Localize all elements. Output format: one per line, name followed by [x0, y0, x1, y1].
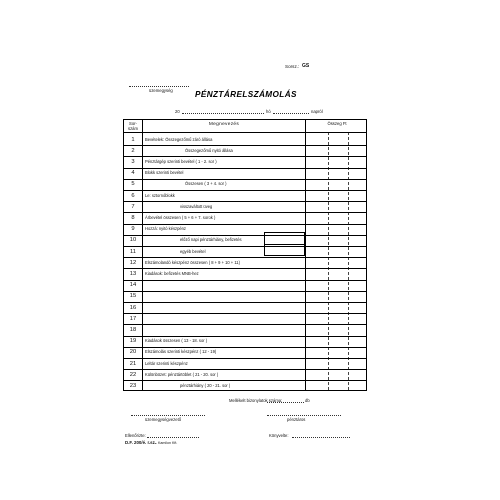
- date-year-label: 20: [175, 109, 180, 114]
- row-number: 23: [129, 382, 137, 389]
- date-year-field[interactable]: [182, 113, 264, 114]
- row-description: Elszámolás szerinti készpénz ( 12 - 19): [145, 349, 217, 355]
- attachments-field[interactable]: [267, 402, 304, 403]
- col-divider-sor: [142, 120, 143, 390]
- row-amount-cell[interactable]: [306, 257, 368, 268]
- row-description: előző napi pénztárhiány, befizetés: [180, 237, 242, 243]
- serial-label: Sorsz.:: [285, 64, 300, 69]
- row-amount-cell[interactable]: [306, 380, 368, 391]
- header-sor: Sor- szám: [127, 121, 138, 131]
- row-description: Hozzá: nyitó készpénz: [145, 226, 186, 232]
- row-number: 10: [129, 237, 137, 244]
- row-description: Összegezőmű nyitó állása: [185, 147, 233, 153]
- row-amount-cell[interactable]: [306, 179, 368, 190]
- row-number: 9: [131, 226, 135, 233]
- row-description: Kiadások összesen ( 13 - 18. sor ): [145, 338, 208, 344]
- row-amount-cell[interactable]: [306, 347, 368, 358]
- row-description: Bevételek: Összegezőmű záró állása: [145, 136, 213, 142]
- row-description: Összesen ( 3 + 4. sor ): [185, 181, 227, 187]
- row-description: Elszámolandó készpénz összesen ( 8 + 9 + 10 + 11): [145, 259, 240, 265]
- form-title: PÉNZTÁRELSZÁMOLÁS: [195, 90, 297, 99]
- row-amount-cell[interactable]: [306, 369, 368, 380]
- row-amount-cell[interactable]: [306, 291, 368, 302]
- row-number: 1: [131, 136, 135, 143]
- unit-label: üzemegység: [149, 88, 173, 93]
- row-description: pénztárhiány ( 20 - 21. sor ): [180, 382, 231, 388]
- row-amount-cell[interactable]: [306, 156, 368, 167]
- row-amount-cell[interactable]: [306, 302, 368, 313]
- deduction-subbox-divider: [264, 244, 305, 245]
- attachments-unit: db: [305, 398, 310, 403]
- booked-label: Könyvelte:: [269, 433, 289, 438]
- unit-dotted-line[interactable]: [129, 86, 189, 87]
- row-amount-cell[interactable]: [306, 324, 368, 335]
- paper-sheet: [117, 50, 373, 468]
- row-description: Blokk szerinti bevétel: [145, 170, 184, 176]
- row-number: 19: [129, 338, 137, 345]
- row-amount-cell[interactable]: [306, 280, 368, 291]
- row-amount-cell[interactable]: [306, 268, 368, 279]
- date-day-label: napról: [311, 109, 323, 114]
- row-amount-cell[interactable]: [306, 145, 368, 156]
- row-amount-cell[interactable]: [306, 358, 368, 369]
- row-amount-cell[interactable]: [306, 134, 368, 145]
- row-amount-cell[interactable]: [306, 201, 368, 212]
- booked-field[interactable]: [292, 437, 350, 438]
- row-description: Különbözet: pénztártöblet ( 21 - 20. sor ): [145, 371, 219, 377]
- header-name: Megnevezés: [208, 122, 240, 127]
- row-amount-cell[interactable]: [306, 190, 368, 201]
- row-amount-cell[interactable]: [306, 313, 368, 324]
- row-number: 4: [131, 170, 135, 177]
- row-description: Árbevétel összesen ( 5 + 6 + 7. sorok ): [145, 214, 216, 220]
- date-month-label: hó: [266, 109, 271, 114]
- row-number: 13: [129, 270, 137, 277]
- brand-label: – Kamilon Kft.: [155, 441, 178, 445]
- row-amount-cell[interactable]: [306, 168, 368, 179]
- row-description: egyéb bevétel: [180, 248, 206, 254]
- serial-value: GS: [302, 62, 310, 69]
- signature-right-label: pénztáros: [287, 417, 306, 422]
- row-number: 18: [129, 326, 137, 333]
- row-description: Le: sztornóblokk: [145, 192, 175, 198]
- row-number: 8: [131, 214, 135, 221]
- form-code: D.F. 200/é. r.sz.: [125, 440, 156, 445]
- header-amount: Összeg Ft: [327, 121, 347, 126]
- row-amount-cell[interactable]: [306, 235, 368, 246]
- row-number: 17: [129, 315, 137, 322]
- row-amount-cell[interactable]: [306, 246, 368, 257]
- row-number: 16: [129, 304, 137, 311]
- ledger-table: [123, 119, 367, 391]
- row-number: 21: [129, 360, 137, 367]
- row-description: Pénztárgép szerinti bevétel ( 1 - 2. sor ): [145, 158, 217, 164]
- attachments-label: Mellékelt bizonylatok száma:: [229, 398, 283, 403]
- signature-right-field[interactable]: [267, 415, 341, 416]
- row-number: 11: [129, 248, 137, 255]
- row-description: visszaváltott üveg: [180, 203, 213, 209]
- signature-left-field[interactable]: [131, 415, 205, 416]
- row-number: 6: [131, 192, 135, 199]
- checked-field[interactable]: [147, 437, 199, 438]
- row-amount-cell[interactable]: [306, 212, 368, 223]
- row-amount-cell[interactable]: [306, 336, 368, 347]
- row-amount-cell[interactable]: [306, 224, 368, 235]
- row-number: 14: [129, 282, 137, 289]
- date-month-field[interactable]: [273, 113, 309, 114]
- row-number: 22: [129, 371, 137, 378]
- row-description: Leltár szerinti készpénz: [145, 360, 188, 366]
- row-number: 12: [129, 259, 137, 266]
- row-number: 2: [131, 147, 135, 154]
- row-number: 5: [131, 181, 135, 188]
- checked-label: Ellenőrizte:: [125, 433, 146, 438]
- row-number: 7: [131, 203, 135, 210]
- row-number: 15: [129, 293, 137, 300]
- row-number: 3: [131, 158, 135, 165]
- row-number: 20: [129, 349, 137, 356]
- signature-left-label: üzemegységvezető: [145, 417, 182, 422]
- row-description: Kiadások: befizetés MNB-hez: [145, 270, 199, 276]
